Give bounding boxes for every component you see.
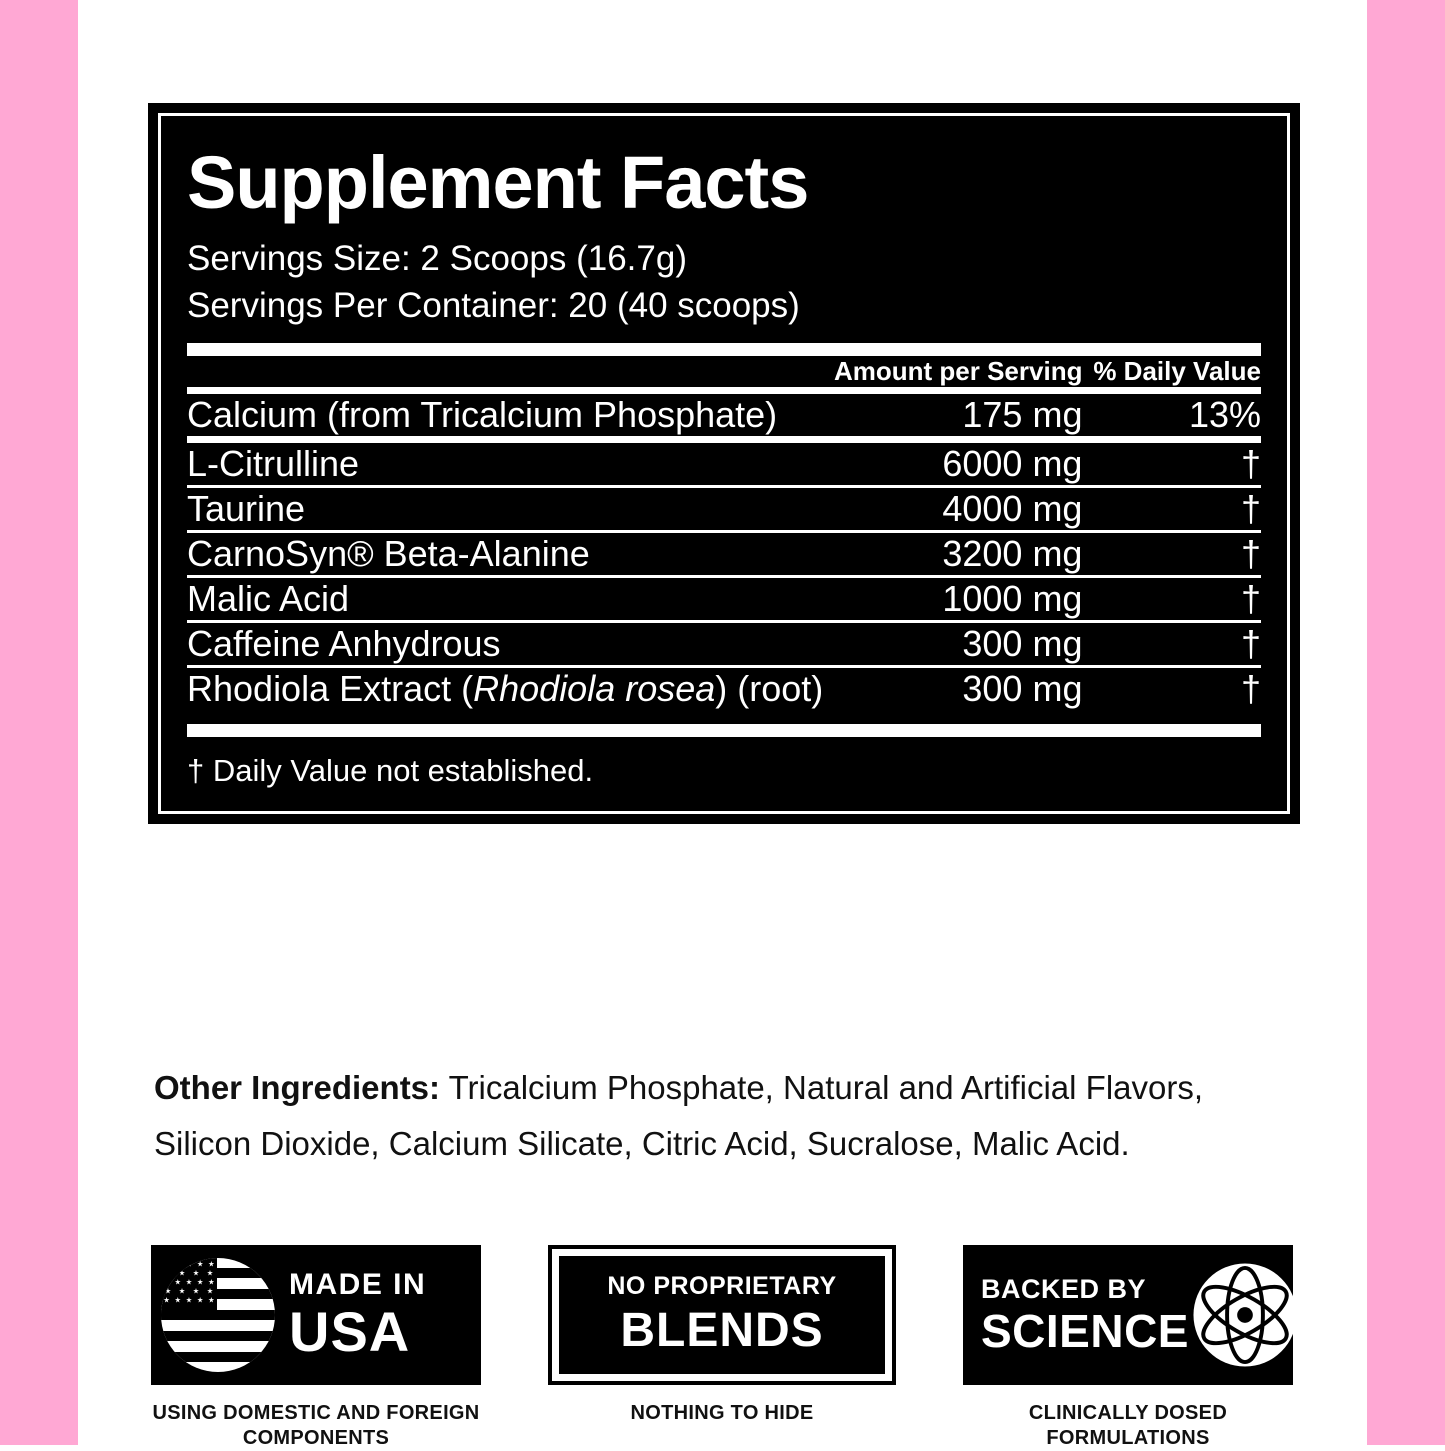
daily-value-footnote: † Daily Value not established. bbox=[187, 753, 594, 789]
nutrient-name: CarnoSyn® Beta-Alanine bbox=[187, 533, 590, 575]
nutrient-daily-value: † bbox=[1240, 578, 1261, 620]
separator-row bbox=[187, 436, 1261, 443]
header-spacer bbox=[187, 356, 823, 387]
badge-backed-by-science bbox=[954, 1245, 1302, 1451]
other-ingredients-text: Tricalcium Phosphate, Natural and Artificial Flavors, Silicon Dioxide, Calcium Silicate, Citric Acid, Sucralose, Malic Acid. bbox=[154, 1069, 1204, 1163]
supplement-facts-border bbox=[158, 113, 1290, 814]
nutrient-daily-value: † bbox=[1240, 443, 1261, 485]
nutrient-name-latin: Rhodiola rosea bbox=[473, 668, 716, 710]
decorative-white-gap-left bbox=[78, 0, 90, 1445]
header-amount-per-serving: Amount per Serving bbox=[833, 356, 1083, 387]
nutrient-amount: 6000 mg bbox=[942, 443, 1083, 485]
badge-caption: CLINICALLY DOSED FORMULATIONS bbox=[1028, 1402, 1228, 1449]
table-row bbox=[187, 488, 1261, 530]
badge-made-in-usa bbox=[142, 1245, 490, 1451]
nutrient-name-pre: Rhodiola Extract ( bbox=[187, 668, 474, 710]
nutrient-daily-value: 13% bbox=[1188, 394, 1261, 436]
table-row bbox=[187, 394, 1261, 436]
backed-by-science-text bbox=[981, 1274, 1189, 1357]
no-blends-icon bbox=[548, 1245, 896, 1385]
table-row bbox=[187, 533, 1261, 575]
nutrient-amount: 3200 mg bbox=[942, 533, 1083, 575]
nutrient-name: Malic Acid bbox=[187, 578, 350, 620]
supplement-facts-panel bbox=[148, 103, 1300, 824]
nutrient-daily-value: † bbox=[1240, 668, 1261, 710]
made-in-usa-text bbox=[289, 1268, 427, 1363]
nutrient-amount: 300 mg bbox=[962, 668, 1083, 710]
made-in-usa-box bbox=[151, 1245, 481, 1385]
no-blends-inner bbox=[559, 1256, 885, 1374]
atom-icon bbox=[1189, 1259, 1301, 1371]
flag-canton bbox=[161, 1258, 217, 1320]
badge-caption: NOTHING TO HIDE bbox=[630, 1402, 814, 1424]
nutrient-daily-value: † bbox=[1240, 623, 1261, 665]
rule-thick-bottom bbox=[187, 724, 1261, 737]
decorative-white-gap-right bbox=[1355, 0, 1367, 1445]
nutrient-name bbox=[187, 668, 823, 710]
nutrient-amount: 175 mg bbox=[962, 394, 1083, 436]
badge-no-proprietary-blends bbox=[548, 1245, 896, 1426]
badge-line2: BLENDS bbox=[620, 1304, 824, 1357]
badge-caption: USING DOMESTIC AND FOREIGN COMPONENTS bbox=[152, 1402, 480, 1449]
nutrient-name: Caffeine Anhydrous bbox=[187, 623, 501, 665]
other-ingredients bbox=[154, 1060, 1299, 1172]
serving-size: Servings Size: 2 Scoops (16.7g) bbox=[187, 239, 687, 278]
nutrient-amount: 300 mg bbox=[962, 623, 1083, 665]
rule-med-header bbox=[187, 387, 1261, 394]
nutrient-name: Taurine bbox=[187, 488, 306, 530]
decorative-pink-bar-left bbox=[0, 0, 90, 1445]
nutrition-table bbox=[187, 356, 1261, 710]
label-content bbox=[102, 0, 1343, 1449]
nutrient-daily-value: † bbox=[1240, 533, 1261, 575]
badge-row bbox=[142, 1245, 1302, 1451]
other-ingredients-label: Other Ingredients: bbox=[154, 1069, 441, 1106]
separator-row bbox=[187, 387, 1261, 394]
badge-line2: USA bbox=[289, 1300, 411, 1363]
nutrient-daily-value: † bbox=[1240, 488, 1261, 530]
badge-line1: BACKED BY bbox=[981, 1274, 1147, 1304]
header-daily-value: % Daily Value bbox=[1093, 356, 1261, 387]
usa-flag-icon bbox=[161, 1258, 275, 1372]
backed-by-science-box bbox=[963, 1245, 1293, 1385]
rule-thick-top bbox=[187, 343, 1261, 356]
table-header-row bbox=[187, 356, 1261, 387]
nutrient-amount: 4000 mg bbox=[942, 488, 1083, 530]
table-row bbox=[187, 668, 1261, 710]
badge-line2: SCIENCE bbox=[981, 1305, 1189, 1357]
servings-per-container: Servings Per Container: 20 (40 scoops) bbox=[187, 285, 800, 325]
decorative-pink-bar-right bbox=[1355, 0, 1445, 1445]
nutrient-amount: 1000 mg bbox=[942, 578, 1083, 620]
rule-med-1 bbox=[187, 436, 1261, 443]
nutrient-name: L-Citrulline bbox=[187, 443, 360, 485]
badge-line1: NO PROPRIETARY bbox=[607, 1272, 837, 1300]
nutrient-name: Calcium (from Tricalcium Phosphate) bbox=[187, 394, 778, 436]
nutrient-name-post: ) (root) bbox=[715, 668, 824, 710]
table-row bbox=[187, 443, 1261, 485]
table-row bbox=[187, 623, 1261, 665]
table-row bbox=[187, 578, 1261, 620]
panel-title: Supplement Facts bbox=[187, 141, 809, 224]
badge-line1: MADE IN bbox=[289, 1268, 427, 1301]
